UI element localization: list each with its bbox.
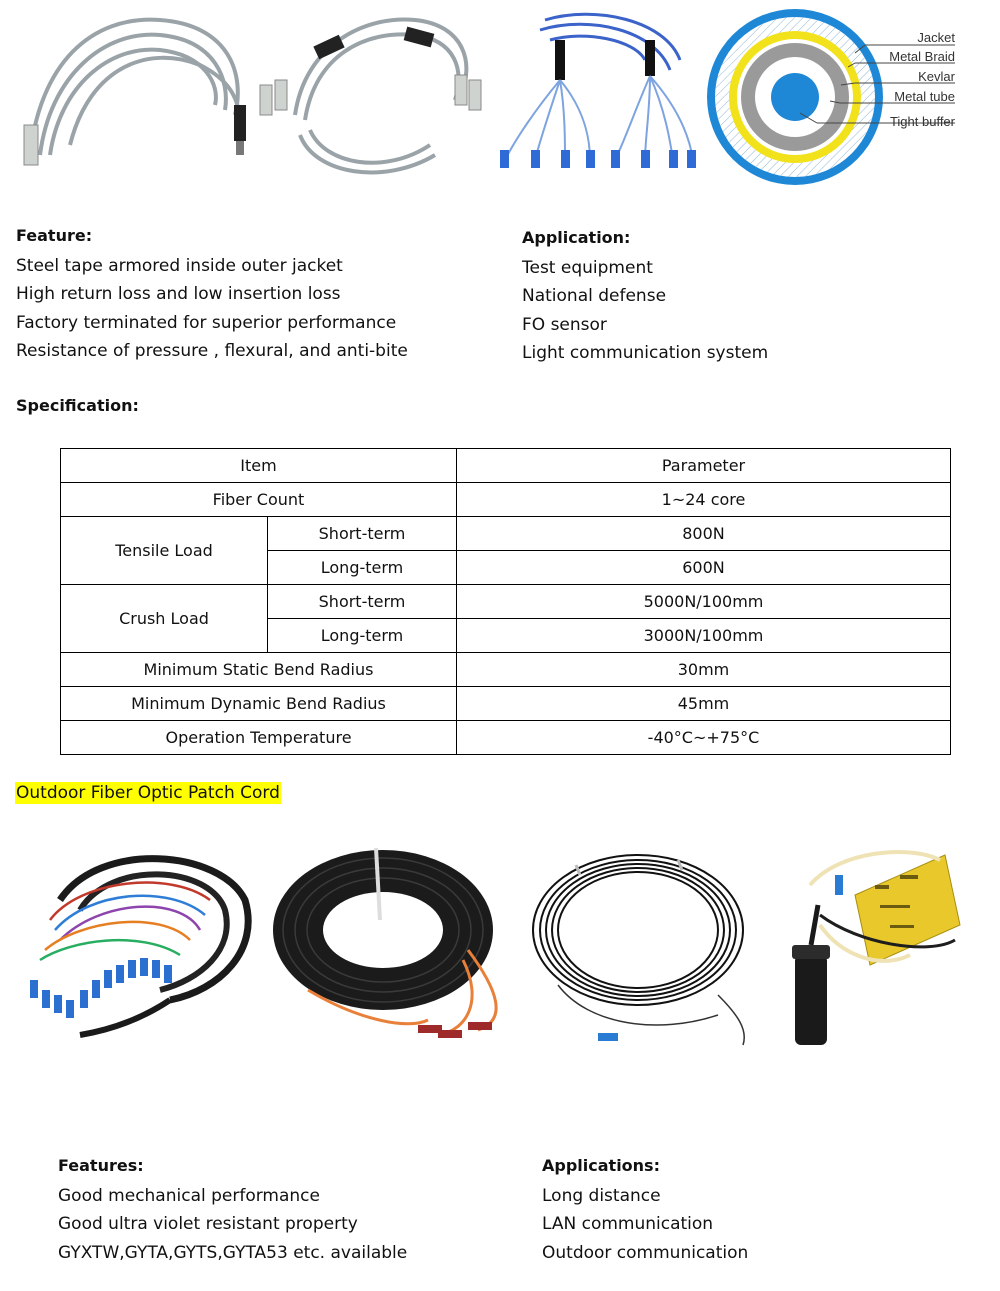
feature-section: [16, 224, 408, 366]
temperature-label: Operation Temperature: [61, 721, 457, 755]
application-item: National defense: [522, 286, 667, 307]
outdoor-waterproof-connector-photo: [780, 845, 965, 1060]
feature-heading: Feature:: [16, 226, 93, 245]
table-row: [61, 449, 951, 483]
feature-item: Factory terminated for superior performance: [16, 312, 397, 333]
outdoor-features-section: [58, 1154, 407, 1267]
table-row: [61, 721, 951, 755]
tensile-long-label: Long-term: [268, 551, 457, 585]
tensile-long-value: 600N: [457, 551, 951, 585]
diagram-label-kevlar: Kevlar: [918, 69, 955, 84]
armored-cable-photo-2: [255, 5, 490, 190]
feature-item: Resistance of pressure , flexural, and anti-bite: [16, 341, 408, 362]
header-item: Item: [61, 449, 457, 483]
application-heading: Application:: [522, 228, 631, 247]
outdoor-applications-section: [542, 1154, 748, 1267]
application-item: Light communication system: [522, 343, 769, 364]
static-bend-label: Minimum Static Bend Radius: [61, 653, 457, 687]
diagram-label-metal-braid: Metal Braid: [889, 49, 955, 64]
crush-load-label: Crush Load: [61, 585, 268, 653]
outdoor-feature-item: Good mechanical performance: [58, 1186, 320, 1206]
specification-heading: Specification:: [16, 396, 139, 415]
table-row: [61, 585, 951, 619]
crush-short-label: Short-term: [268, 585, 457, 619]
outdoor-application-item: Outdoor communication: [542, 1242, 749, 1263]
specification-table: [60, 448, 951, 755]
diagram-label-jacket: Jacket: [917, 30, 955, 45]
dynamic-bend-label: Minimum Dynamic Bend Radius: [61, 687, 457, 721]
armored-cable-photo-1: [10, 5, 250, 190]
blue-fanout-cable-photo: [495, 0, 700, 190]
fiber-count-value: 1~24 core: [457, 483, 951, 517]
table-row: [61, 653, 951, 687]
outdoor-application-item: Long distance: [542, 1186, 661, 1206]
crush-long-value: 3000N/100mm: [457, 619, 951, 653]
table-row: [61, 483, 951, 517]
crush-short-value: 5000N/100mm: [457, 585, 951, 619]
outdoor-title-wrap: [15, 783, 281, 803]
dynamic-bend-value: 45mm: [457, 687, 951, 721]
tensile-short-value: 800N: [457, 517, 951, 551]
outdoor-black-coil-photo: [528, 845, 758, 1055]
outdoor-feature-item: Good ultra violet resistant property: [58, 1214, 358, 1235]
static-bend-value: 30mm: [457, 653, 951, 687]
diagram-label-metal-tube: Metal tube: [894, 89, 955, 104]
feature-item: Steel tape armored inside outer jacket: [16, 256, 343, 276]
header-parameter: Parameter: [457, 449, 951, 483]
tensile-short-label: Short-term: [268, 517, 457, 551]
tensile-load-label: Tensile Load: [61, 517, 268, 585]
outdoor-fanout-cable-photo: [20, 840, 260, 1060]
outdoor-features-heading: Features:: [58, 1156, 144, 1175]
crush-long-label: Long-term: [268, 619, 457, 653]
outdoor-feature-item: GYXTW,GYTA,GYTS,GYTA53 etc. available: [58, 1242, 408, 1263]
outdoor-title: Outdoor Fiber Optic Patch Cord: [16, 783, 280, 803]
temperature-value: -40°C~+75°C: [457, 721, 951, 755]
outdoor-coiled-cable-photo: [268, 840, 523, 1055]
feature-item: High return loss and low insertion loss: [16, 284, 341, 305]
table-row: [61, 687, 951, 721]
application-section: [522, 226, 768, 368]
application-item: FO sensor: [522, 314, 607, 335]
outdoor-applications-heading: Applications:: [542, 1156, 660, 1175]
outdoor-application-item: LAN communication: [542, 1214, 714, 1235]
table-row: [61, 517, 951, 551]
diagram-label-tight-buffer: Tight buffer: [889, 114, 955, 129]
fiber-count-label: Fiber Count: [61, 483, 457, 517]
cable-cross-section-diagram: [705, 5, 965, 190]
application-item: Test equipment: [522, 258, 653, 278]
